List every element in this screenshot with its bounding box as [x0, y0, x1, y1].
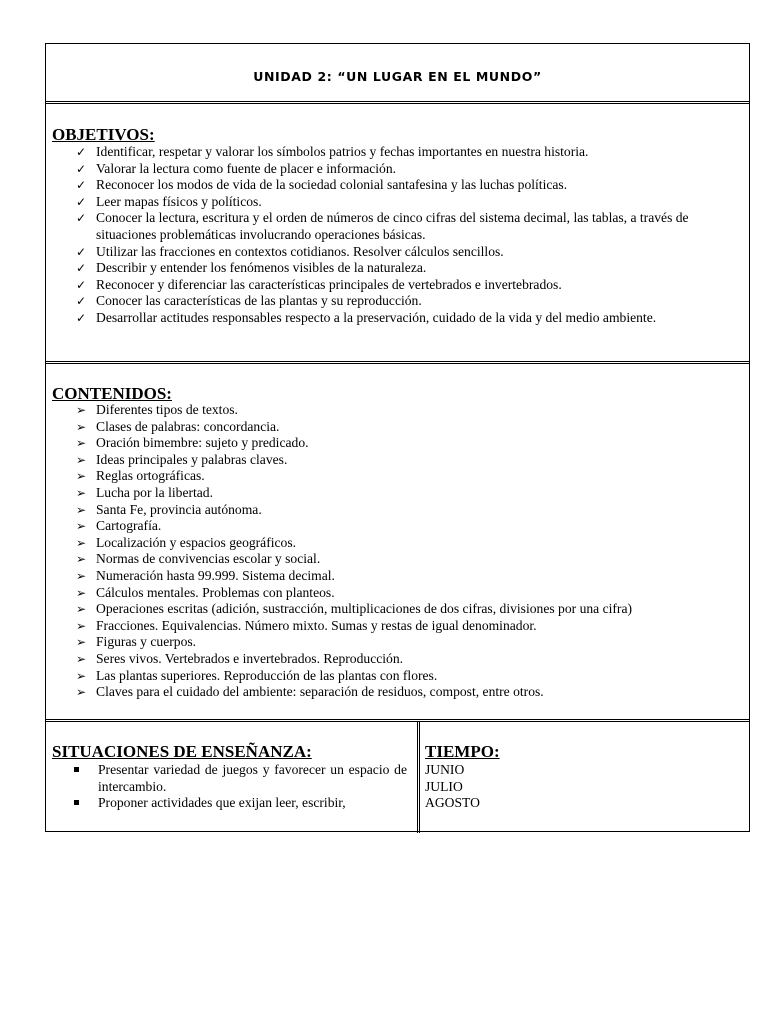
- objetivo-item: [76, 210, 739, 243]
- objetivos-heading: OBJETIVOS:: [52, 125, 155, 144]
- contenido-item: [76, 535, 739, 552]
- square-bullet-icon: [74, 800, 79, 805]
- tiempo-section: [420, 722, 749, 833]
- contenido-item: [76, 684, 739, 701]
- situacion-item: [72, 762, 407, 795]
- contenido-item: [76, 518, 739, 535]
- contenido-item: [76, 668, 739, 685]
- checkmark-icon: ✓: [76, 145, 87, 159]
- checkmark-icon: ✓: [76, 261, 87, 276]
- contenido-item: [76, 452, 739, 469]
- arrowhead-icon: ➢: [76, 668, 87, 683]
- arrowhead-icon: ➢: [76, 502, 87, 517]
- checkmark-icon: ✓: [76, 194, 87, 209]
- tiempo-month: AGOSTO: [425, 795, 480, 811]
- arrowhead-icon: ➢: [76, 635, 87, 650]
- objetivo-item-text: Conocer las características de las plantas y su reproducción.: [96, 293, 422, 309]
- objetivo-item-text: Reconocer y diferenciar las características principales de vertebrados e invertebrados.: [96, 276, 562, 292]
- contenido-item: [76, 402, 739, 419]
- contenido-item-text: Fracciones. Equivalencias. Número mixto. Sumas y restas de igual denominador.: [96, 617, 537, 633]
- objetivo-item-text: Conocer la lectura, escritura y el orden de números de cinco cifras del sistema decimal, las tablas, a través de situaciones problemáticas involucrando operaciones básicas.: [96, 210, 689, 242]
- contenido-item: [76, 419, 739, 436]
- objetivo-item-text: Valorar la lectura como fuente de placer e información.: [96, 160, 397, 176]
- unit-table: [45, 43, 750, 832]
- objetivo-item-text: Reconocer los modos de vida de la sociedad colonial santafesina y las luchas políticas.: [96, 177, 568, 193]
- contenido-item: [76, 618, 739, 635]
- objetivo-item-text: Describir y entender los fenómenos visibles de la naturaleza.: [96, 260, 427, 276]
- arrowhead-icon: ➢: [76, 436, 87, 451]
- contenidos-list: [76, 402, 739, 701]
- contenido-item: [76, 601, 739, 618]
- contenido-item-text: Figuras y cuerpos.: [96, 634, 197, 650]
- tiempo-heading: TIEMPO:: [425, 742, 500, 761]
- contenido-item-text: Clases de palabras: concordancia.: [96, 418, 280, 434]
- contenido-item-text: Santa Fe, provincia autónoma.: [96, 501, 262, 517]
- situaciones-list: [72, 762, 407, 812]
- contenido-item-text: Normas de convivencias escolar y social.: [96, 551, 321, 567]
- contenido-item: [76, 468, 739, 485]
- contenido-item-text: Claves para el cuidado del ambiente: separación de residuos, compost, entre otros.: [96, 684, 544, 700]
- objetivo-item: [76, 310, 739, 327]
- contenido-item-text: Oración bimembre: sujeto y predicado.: [96, 435, 309, 451]
- contenido-item: [76, 634, 739, 651]
- situacion-item-text: Proponer actividades que exijan leer, escribir,: [98, 795, 346, 811]
- contenido-item-text: Cartografía.: [96, 518, 162, 534]
- objetivo-item: [76, 194, 739, 211]
- contenido-item: [76, 651, 739, 668]
- contenido-item-text: Las plantas superiores. Reproducción de las plantas con flores.: [96, 667, 438, 683]
- arrowhead-icon: ➢: [76, 651, 87, 666]
- contenido-item-text: Diferentes tipos de textos.: [96, 402, 238, 417]
- contenido-item: [76, 502, 739, 519]
- situacion-item-text: Presentar variedad de juegos y favorecer un espacio de intercambio.: [98, 762, 407, 794]
- square-bullet-icon: [74, 767, 79, 772]
- arrowhead-icon: ➢: [76, 519, 87, 534]
- checkmark-icon: ✓: [76, 244, 87, 259]
- contenido-item-text: Reglas ortográficas.: [96, 468, 205, 484]
- arrowhead-icon: ➢: [76, 419, 87, 434]
- contenido-item: [76, 568, 739, 585]
- objetivo-item-text: Leer mapas físicos y políticos.: [96, 193, 262, 209]
- checkmark-icon: ✓: [76, 277, 87, 292]
- title-divider: [46, 101, 749, 102]
- arrowhead-icon: ➢: [76, 568, 87, 583]
- objetivo-item-text: Desarrollar actitudes responsables respecto a la preservación, cuidado de la vida y del medio ambiente.: [96, 309, 657, 325]
- arrowhead-icon: ➢: [76, 602, 87, 617]
- tiempo-month: JUNIO: [425, 762, 465, 777]
- objetivo-item: [76, 177, 739, 194]
- contenido-item-text: Cálculos mentales. Problemas con planteos.: [96, 584, 335, 600]
- checkmark-icon: ✓: [76, 294, 87, 309]
- contenido-item-text: Localización y espacios geográficos.: [96, 534, 297, 550]
- tiempo-month: JULIO: [425, 778, 463, 794]
- objetivo-item: [76, 277, 739, 294]
- objetivo-item: [76, 260, 739, 277]
- contenido-item-text: Seres vivos. Vertebrados e invertebrados. Reproducción.: [96, 650, 404, 666]
- arrowhead-icon: ➢: [76, 585, 87, 600]
- arrowhead-icon: ➢: [76, 485, 87, 500]
- situacion-item: [72, 795, 407, 812]
- checkmark-icon: ✓: [76, 161, 87, 176]
- checkmark-icon: ✓: [76, 211, 87, 226]
- contenido-item-text: Ideas principales y palabras claves.: [96, 451, 288, 467]
- bottom-row: [46, 722, 749, 833]
- objetivo-item: [76, 293, 739, 310]
- contenido-item: [76, 485, 739, 502]
- objetivo-item: [76, 244, 739, 261]
- objetivo-item: [76, 161, 739, 178]
- objetivo-item-text: Identificar, respetar y valorar los símbolos patrios y fechas importantes en nuestra historia.: [96, 144, 589, 159]
- arrowhead-icon: ➢: [76, 552, 87, 567]
- contenido-item: [76, 435, 739, 452]
- arrowhead-icon: ➢: [76, 403, 87, 417]
- objetivo-item: [76, 144, 739, 161]
- tiempo-list: [425, 762, 480, 812]
- contenidos-heading: CONTENIDOS:: [52, 384, 172, 403]
- checkmark-icon: ✓: [76, 310, 87, 325]
- objetivos-list: [76, 144, 739, 327]
- contenido-item-text: Lucha por la libertad.: [96, 484, 214, 500]
- contenido-item: [76, 585, 739, 602]
- situaciones-heading: SITUACIONES DE ENSEÑANZA:: [52, 742, 312, 761]
- arrowhead-icon: ➢: [76, 535, 87, 550]
- unit-title: UNIDAD 2: “UN LUGAR EN EL MUNDO”: [253, 69, 542, 84]
- situaciones-section: [46, 722, 420, 833]
- objetivos-section: [46, 104, 749, 364]
- contenido-item: [76, 551, 739, 568]
- checkmark-icon: ✓: [76, 178, 87, 193]
- arrowhead-icon: ➢: [76, 618, 87, 633]
- objetivo-item-text: Utilizar las fracciones en contextos cotidianos. Resolver cálculos sencillos.: [96, 243, 504, 259]
- title-row: [46, 44, 749, 104]
- contenido-item-text: Operaciones escritas (adición, sustracción, multiplicaciones de dos cifras, divisiones por una cifra): [96, 601, 633, 617]
- arrowhead-icon: ➢: [76, 469, 87, 484]
- arrowhead-icon: ➢: [76, 685, 87, 700]
- contenidos-section: [46, 364, 749, 722]
- contenido-item-text: Numeración hasta 99.999. Sistema decimal.: [96, 567, 335, 583]
- arrowhead-icon: ➢: [76, 452, 87, 467]
